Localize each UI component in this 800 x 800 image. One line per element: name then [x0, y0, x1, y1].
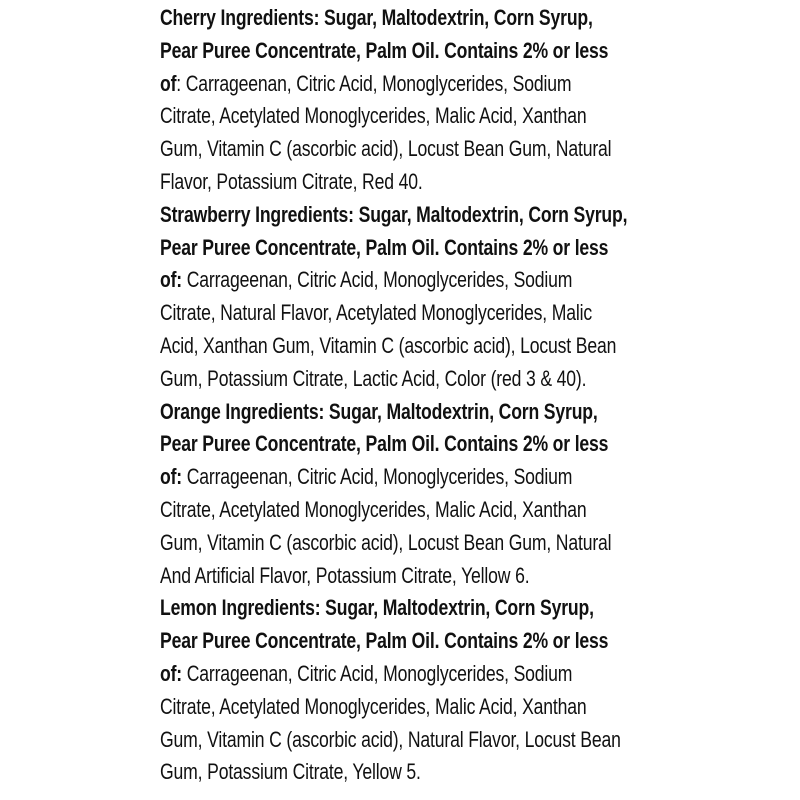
ingredient-block — [160, 396, 630, 593]
ingredient-heading-text: Lemon Ingredients: Sugar, Maltodextrin, Corn Syrup, — [160, 595, 594, 621]
ingredient-text: Gum, Vitamin C (ascorbic acid), Locust Bean Gum, Natural — [160, 136, 612, 162]
ingredient-text: Gum, Potassium Citrate, Lactic Acid, Color (red 3 & 40). — [160, 365, 587, 391]
ingredient-heading-text: of: — [160, 267, 182, 293]
ingredient-text: Carrageenan, Citric Acid, Monoglycerides, Sodium — [182, 660, 573, 686]
ingredient-line — [160, 297, 593, 330]
ingredient-line — [160, 199, 628, 232]
ingredient-heading-text: Orange Ingredients: Sugar, Maltodextrin, Corn Syrup, — [160, 398, 598, 424]
ingredient-line — [160, 691, 587, 724]
ingredient-line — [160, 592, 594, 625]
ingredient-heading-text: Pear Puree Concentrate, Palm Oil. Contains 2% or less — [160, 628, 609, 654]
ingredient-line — [160, 494, 587, 527]
ingredient-line — [160, 133, 612, 166]
ingredient-text: Citrate, Acetylated Monoglycerides, Malic Acid, Xanthan — [160, 103, 587, 129]
ingredient-line — [160, 166, 536, 199]
ingredient-text: Gum, Potassium Citrate, Yellow 5. — [160, 759, 421, 785]
ingredient-line — [160, 625, 609, 658]
ingredient-heading-text: Pear Puree Concentrate, Palm Oil. Contains 2% or less — [160, 431, 609, 457]
ingredient-line — [160, 363, 587, 396]
ingredient-line — [160, 264, 573, 297]
ingredient-text: Citrate, Acetylated Monoglycerides, Malic Acid, Xanthan — [160, 693, 587, 719]
ingredient-line — [160, 658, 573, 691]
ingredient-heading-text: Pear Puree Concentrate, Palm Oil. Contains 2% or less — [160, 37, 609, 63]
ingredient-heading-text: of: — [160, 464, 182, 490]
ingredient-line — [160, 35, 609, 68]
ingredient-block — [160, 592, 630, 789]
ingredient-line — [160, 396, 598, 429]
ingredient-heading-text: Strawberry Ingredients: Sugar, Maltodextrin, Corn Syrup, — [160, 201, 628, 227]
ingredient-line — [160, 330, 617, 363]
ingredient-heading-text: Pear Puree Concentrate, Palm Oil. Contains 2% or less — [160, 234, 609, 260]
ingredient-text: Gum, Vitamin C (ascorbic acid), Natural Flavor, Locust Bean — [160, 726, 621, 752]
ingredients-label — [160, 2, 630, 789]
ingredient-line — [160, 2, 593, 35]
ingredient-block — [160, 199, 630, 396]
ingredient-text: Carrageenan, Citric Acid, Monoglycerides, Sodium — [182, 464, 573, 490]
ingredient-line — [160, 428, 609, 461]
ingredient-line — [160, 68, 572, 101]
ingredient-heading-text: Cherry Ingredients: Sugar, Maltodextrin, Corn Syrup, — [160, 5, 593, 30]
ingredient-text: And Artificial Flavor, Potassium Citrate, Yellow 6. — [160, 562, 530, 588]
ingredient-heading-text: of: — [160, 660, 182, 686]
ingredient-text: Flavor, Potassium Citrate, Red 40. — [160, 168, 423, 194]
ingredient-line — [160, 756, 536, 789]
ingredient-line — [160, 232, 609, 265]
ingredient-text: Gum, Vitamin C (ascorbic acid), Locust Bean Gum, Natural — [160, 529, 612, 555]
ingredient-heading-text: of — [160, 70, 177, 96]
ingredient-line — [160, 100, 587, 133]
ingredient-text: Acid, Xanthan Gum, Vitamin C (ascorbic acid), Locust Bean — [160, 332, 617, 358]
ingredient-line — [160, 724, 621, 757]
ingredient-line — [160, 527, 612, 560]
ingredient-line — [160, 560, 536, 593]
ingredient-text: : Carrageenan, Citric Acid, Monoglycerides, Sodium — [176, 70, 572, 96]
ingredient-text: Citrate, Acetylated Monoglycerides, Malic Acid, Xanthan — [160, 496, 587, 522]
ingredient-block — [160, 2, 630, 199]
ingredient-text: Carrageenan, Citric Acid, Monoglycerides, Sodium — [182, 267, 573, 293]
ingredient-text: Citrate, Natural Flavor, Acetylated Monoglycerides, Malic — [160, 300, 593, 326]
ingredient-line — [160, 461, 573, 494]
